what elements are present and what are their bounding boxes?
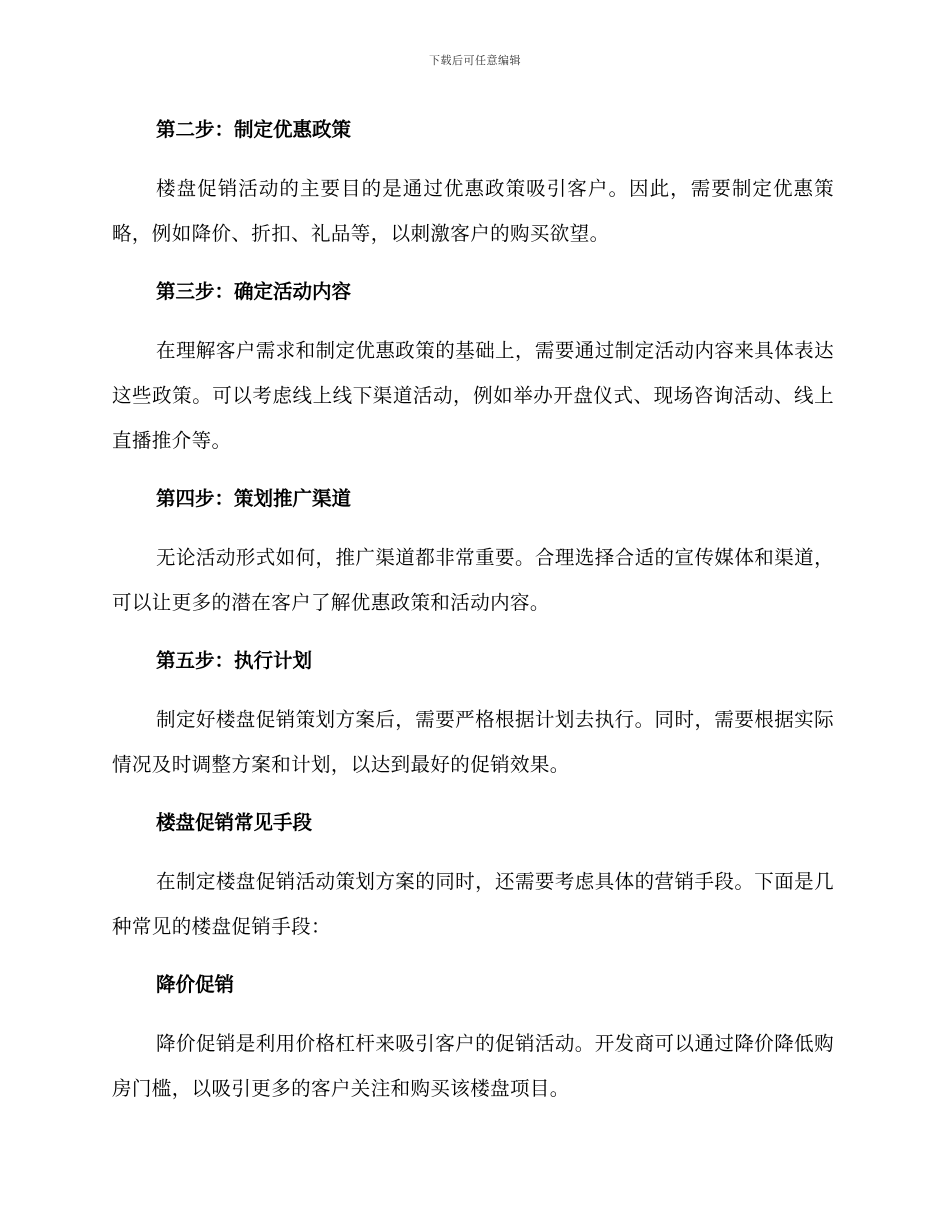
section-heading-step-3: 第三步：确定活动内容 <box>156 280 352 303</box>
section-paragraph-step-4: 无论活动形式如何，推广渠道都非常重要。合理选择合适的宣传媒体和渠道，可以让更多的潜在客户了解优惠政策和活动内容。 <box>112 546 834 614</box>
section-paragraph-price-cut: 降价促销是利用价格杠杆来吸引客户的促销活动。开发商可以通过降价降低购房门槛，以吸引更多的客户关注和购买该楼盘项目。 <box>112 1032 834 1100</box>
section-paragraph-step-3: 在理解客户需求和制定优惠政策的基础上，需要通过制定活动内容来具体表达这些政策。可以考虑线上线下渠道活动，例如举办开盘仪式、现场咨询活动、线上直播推介等。 <box>112 339 834 452</box>
section-paragraph-step-2: 楼盘促销活动的主要目的是通过优惠政策吸引客户。因此，需要制定优惠策略，例如降价、折扣、礼品等，以刺激客户的购买欲望。 <box>112 177 834 245</box>
section-heading-step-5: 第五步：执行计划 <box>156 649 313 672</box>
document-body <box>112 108 834 1111</box>
page-header: 下载后可任意编辑 <box>429 54 521 67</box>
section-heading-common-methods: 楼盘促销常见手段 <box>156 811 313 834</box>
section-heading-price-cut: 降价促销 <box>156 973 235 996</box>
section-paragraph-common-methods: 在制定楼盘促销活动策划方案的同时，还需要考虑具体的营销手段。下面是几种常见的楼盘促销手段： <box>112 870 834 938</box>
section-paragraph-step-5: 制定好楼盘促销策划方案后，需要严格根据计划去执行。同时，需要根据实际情况及时调整方案和计划，以达到最好的促销效果。 <box>112 708 834 776</box>
section-heading-step-2: 第二步：制定优惠政策 <box>156 118 352 141</box>
section-heading-step-4: 第四步：策划推广渠道 <box>156 487 352 510</box>
